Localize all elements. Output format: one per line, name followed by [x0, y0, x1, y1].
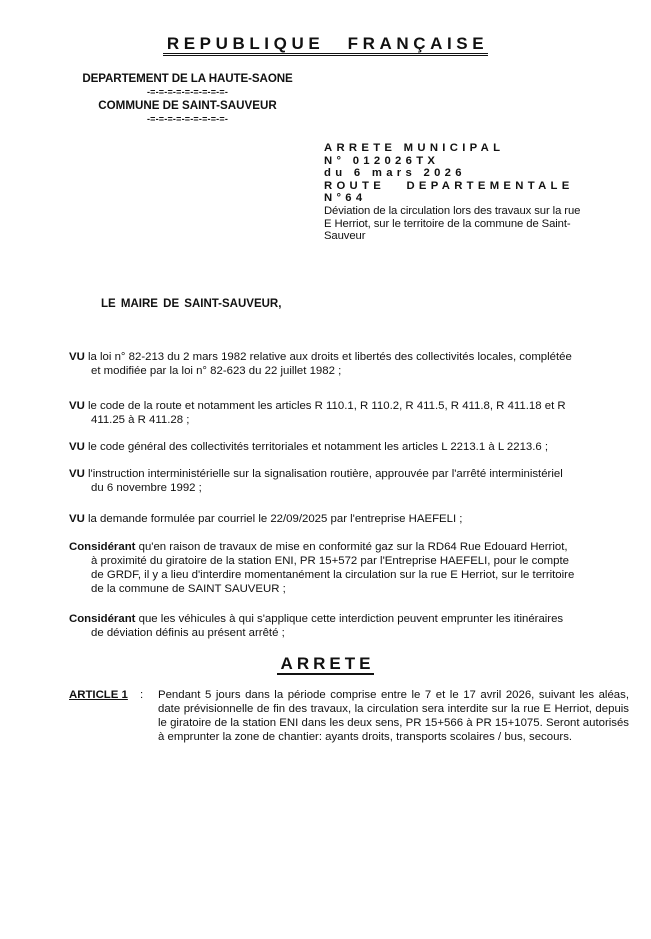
line: qu'en raison de travaux de mise en conformité gaz sur la RD64 Rue Edouard Herriot, [138, 541, 568, 553]
departement-label: DEPARTEMENT DE LA HAUTE-SAONE [82, 72, 293, 85]
consideration-deviation [69, 612, 625, 640]
consideration-travaux [69, 540, 625, 596]
route-label: ROUTE DEPARTEMENTALE [324, 179, 574, 192]
keyword: VU [69, 468, 85, 480]
arrete-date: du 6 mars 2026 [324, 167, 466, 180]
maire-heading: LE MAIRE DE SAINT-SAUVEUR, [101, 298, 282, 310]
line: le code de la route et notamment les articles R 110.1, R 110.2, R 411.5, R 411.8, R 411.18 et R [88, 400, 566, 412]
article-1 [69, 688, 629, 744]
arrete-number: N° 012026TX [324, 154, 440, 167]
arrete-subject [324, 205, 610, 243]
keyword: VU [69, 441, 85, 453]
line: la loi n° 82-213 du 2 mars 1982 relative aux droits et libertés des collectivités locales, complétée [88, 351, 572, 363]
line: de déviation définis au présent arrêté ; [91, 627, 285, 639]
route-number: N°64 [324, 192, 367, 205]
republique-title: REPUBLIQUE FRANÇAISE [163, 34, 488, 56]
consideration-vu-loi [69, 350, 625, 378]
subject-line: Sauveur [324, 230, 366, 243]
article-label: ARTICLE 1 [69, 689, 128, 701]
line: de GRDF, il y a lieu d'interdire momentanément la circulation sur la rue E Herriot, sur le territoire [91, 569, 575, 581]
line: que les véhicules à qui s'applique cette interdiction peuvent emprunter les itinéraires [138, 613, 564, 625]
line: et modifiée par la loi n° 82-623 du 22 juillet 1982 ; [91, 365, 342, 377]
line: à proximité du giratoire de la station ENI, PR 15+572 par l'Entreprise HAEFELI, pour le compte [91, 555, 569, 567]
republique-francaise-heading [0, 34, 651, 54]
line: de la commune de SAINT SAUVEUR ; [91, 583, 286, 595]
line: l'instruction interministérielle sur la signalisation routière, approuvée par l'arrêté interministériel [88, 468, 563, 480]
commune-label: COMMUNE DE SAINT-SAUVEUR [98, 99, 277, 112]
separator: -=-=-=-=-=-=-=-=-=- [146, 114, 229, 124]
keyword: VU [69, 513, 85, 525]
line: 411.25 à R 411.28 ; [91, 414, 190, 426]
separator: -=-=-=-=-=-=-=-=-=- [146, 87, 229, 97]
arrete-info-block [324, 142, 610, 243]
arrete-type: ARRETE MUNICIPAL [324, 142, 505, 154]
consideration-vu-instruction [69, 467, 625, 495]
keyword: Considérant [69, 613, 136, 625]
consideration-vu-code-route [69, 399, 625, 427]
consideration-vu-demande [69, 512, 625, 526]
arrete-heading [0, 654, 651, 674]
article-text: Pendant 5 jours dans la période comprise entre le 7 et le 17 avril 2026, suivant les aléas, date prévisionnelle de fin des travaux, la circulation sera interdite sur la rue E Herriot, depuis le giratoire de la station ENI dans les deux sens, PR 15+566 à PR 15+1075. Seront autorisés à emprunter la zone de chantier: ayants droits, transports scolaires / bus, secours. [158, 689, 629, 743]
article-colon: : [140, 689, 144, 701]
line: du 6 novembre 1992 ; [91, 482, 202, 494]
administrative-header [60, 72, 315, 124]
keyword: VU [69, 400, 85, 412]
subject-line: E Herriot, sur le territoire de la commune de Saint- [324, 217, 571, 230]
line: le code général des collectivités territoriales et notamment les articles L 2213.1 à L 2213.6 ; [88, 441, 549, 453]
subject-line: Déviation de la circulation lors des travaux sur la rue [324, 204, 581, 217]
arrete-title: ARRETE [277, 654, 375, 675]
keyword: VU [69, 351, 85, 363]
consideration-vu-cgct [69, 440, 625, 454]
keyword: Considérant [69, 541, 136, 553]
line: la demande formulée par courriel le 22/09/2025 par l'entreprise HAEFELI ; [88, 513, 463, 525]
